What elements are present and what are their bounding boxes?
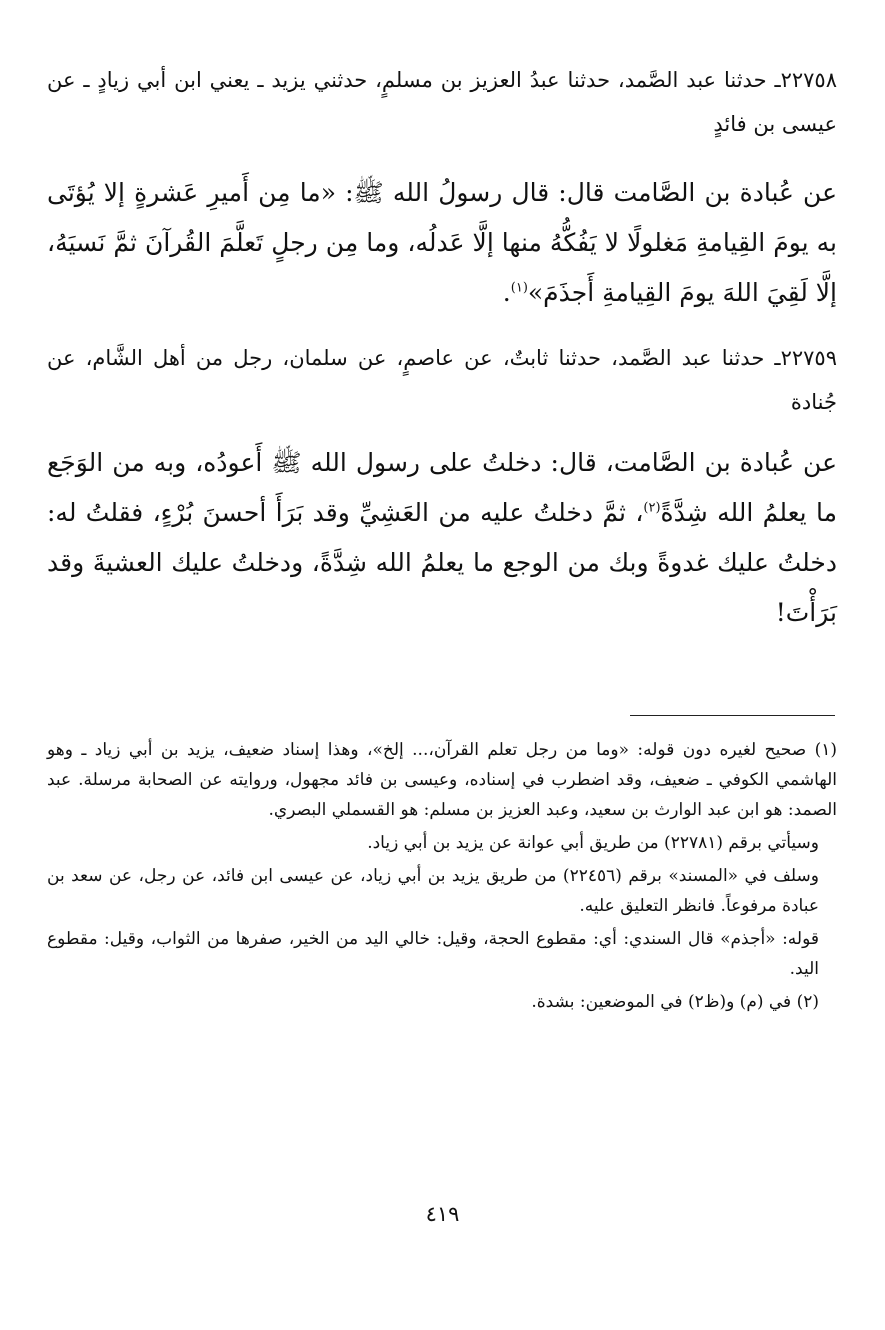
hadith-22759-text-b: ، ثمَّ دخلتُ عليه من العَشِيِّ وقد بَرَأَ أحسنَ بُرْءٍ، فقلتُ له: دخلتُ عليك غدوةً وبك من الوجع ما يعلمُ الله شِدَّةً، ودخلتُ عليك العشيةَ وقد بَرَأْتَ! — [47, 498, 837, 627]
footnote-ref-1[interactable]: (١) — [510, 280, 528, 296]
footnote-1-gloss: قوله: «أجذم» قال السندي: أي: مقطوع الحجة، وقيل: خالي اليد من الخير، صفرها من الثواب، وقيل: مقطوع اليد. — [47, 929, 819, 979]
hadith-22758-text: عن عُبادة بن الصَّامت قال: قال رسولُ الله ﷺ: «ما مِن أَميرِ عَشرةٍ إلا يُؤتَى به يومَ القِيامةِ مَغلولًا لا يَفُكُّهُ منها إلَّا عَدلُه، وما مِن رجلٍ تَعلَّمَ القُرآنَ ثمَّ نَسيَهُ، إلَّا لَقِيَ اللهَ يومَ القِيامةِ أَجذَمَ» — [47, 178, 837, 307]
footnote-2: (٢) في (م) و(ظ٢) في الموضعين: بشدة. — [531, 992, 819, 1012]
footnote-divider — [630, 715, 835, 716]
page-number: ٤١٩ — [425, 1202, 460, 1226]
hadith-22759-text-a: عن عُبادة بن الصَّامت، قال: دخلتُ على رسول الله ﷺ أَعودُه، وبه من الوَجَع ما يعلمُ الله شِدَّةً — [47, 448, 837, 527]
footnotes — [47, 735, 837, 1020]
hadith-22758-end: . — [502, 278, 511, 307]
hadith-22758-matn — [47, 168, 837, 318]
footnote-1: (١) صحيح لغيره دون قوله: «وما من رجل تعلم القرآن،... إلخ»، وهذا إسناد ضعيف، يزيد بن أبي زياد ـ وهو الهاشمي الكوفي ـ ضعيف، وقد اضطرب في إسناده، وعيسى بن فائد مجهول، وروايته عن الصحابة مرسلة. عبد الصمد: هو ابن عبد الوارث بن سعيد، وعبد العزيز بن مسلم: هو القسملي البصري. — [47, 740, 837, 820]
footnote-ref-2[interactable]: (٢) — [643, 500, 661, 516]
hadith-22759-matn — [47, 438, 837, 638]
footnote-1-musnad-ref: وسلف في «المسند» برقم (٢٢٤٥٦) من طريق يزيد بن أبي زياد، عن عيسى ابن فائد، عن رجل، عن سعد بن عبادة مرفوعاً. فانظر التعليق عليه. — [47, 866, 819, 916]
footnote-1-cross-ref: وسيأتي برقم (٢٢٧٨١) من طريق أبي عوانة عن يزيد بن أبي زياد. — [367, 833, 819, 853]
hadith-22758-isnad: ٢٢٧٥٨ـ حدثنا عبد الصَّمد، حدثنا عبدُ العزيز بن مسلمٍ، حدثني يزيد ـ يعني ابن أبي زيادٍ ـ عن عيسى بن فائدٍ — [47, 68, 837, 136]
hadith-22759-isnad: ٢٢٧٥٩ـ حدثنا عبد الصَّمد، حدثنا ثابتٌ، عن عاصمٍ، عن سلمان، رجل من أهل الشَّام، عن جُنادة — [47, 346, 837, 414]
